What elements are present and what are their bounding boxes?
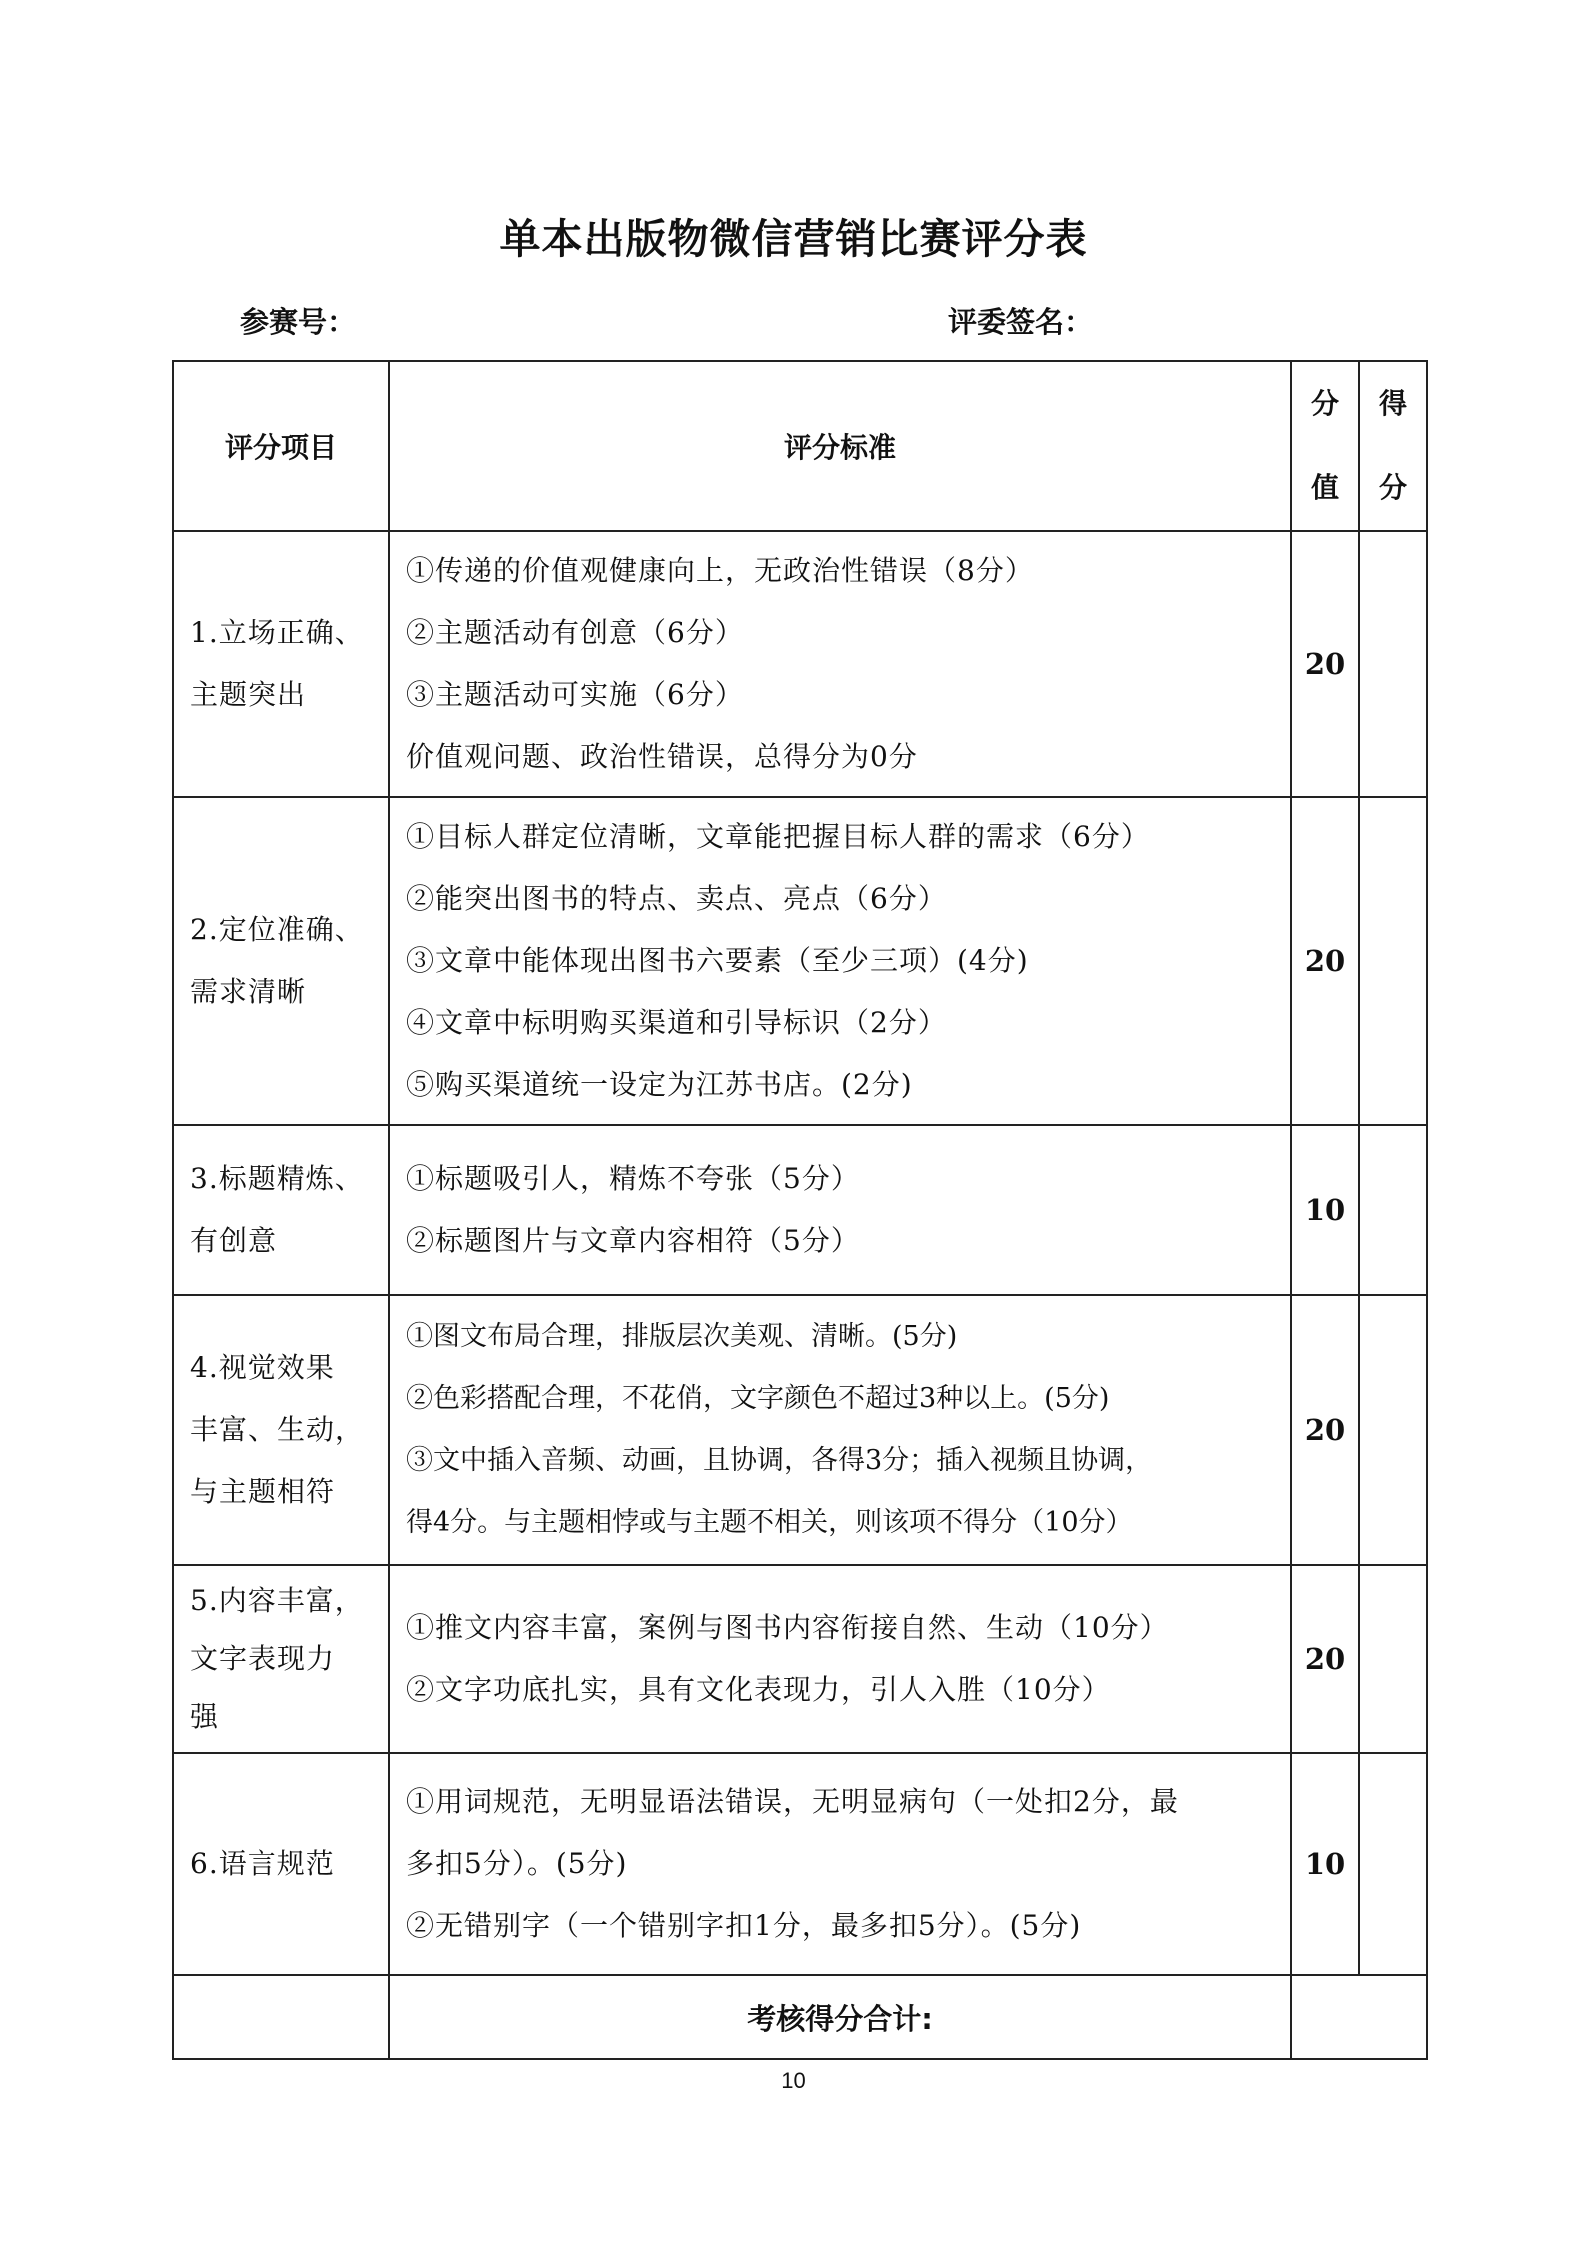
item-cell bbox=[173, 797, 389, 1125]
points-value: 20 bbox=[1291, 797, 1359, 1125]
total-label: 考核得分合计: bbox=[389, 1975, 1291, 2059]
criteria-line: ③文中插入音频、动画，且协调，各得3分；插入视频且协调， bbox=[406, 1445, 1153, 1476]
criteria-cell bbox=[389, 797, 1291, 1125]
criteria-line: ②文字功底扎实，具有文化表现力，引人入胜（10分） bbox=[406, 1673, 1111, 1706]
criteria-line: ①图文布局合理，排版层次美观、清晰。(5分) bbox=[406, 1321, 958, 1352]
header-points-bottom: 值 bbox=[1310, 471, 1339, 504]
score-entry-cell[interactable] bbox=[1359, 1565, 1427, 1753]
item-cell bbox=[173, 531, 389, 797]
header-points bbox=[1291, 361, 1359, 531]
scoring-table bbox=[172, 360, 1428, 2060]
item-line: 1.立场正确、 bbox=[190, 616, 364, 649]
criteria-line: 多扣5分）。(5分) bbox=[406, 1847, 628, 1880]
item-line: 强 bbox=[190, 1700, 220, 1733]
criteria-line: ②标题图片与文章内容相符（5分） bbox=[406, 1224, 860, 1257]
criteria-line: ⑤购买渠道统一设定为江苏书店。(2分) bbox=[406, 1068, 913, 1101]
table-row bbox=[173, 531, 1427, 797]
item-line: 文字表现力 bbox=[190, 1642, 336, 1675]
criteria-line: ①目标人群定位清晰，文章能把握目标人群的需求（6分） bbox=[406, 820, 1150, 853]
item-line: 2.定位准确、 bbox=[190, 913, 364, 946]
header-score-bottom: 分 bbox=[1378, 471, 1407, 504]
item-line: 3.标题精炼、 bbox=[190, 1162, 364, 1195]
header-points-top: 分 bbox=[1310, 387, 1339, 420]
item-line: 有创意 bbox=[190, 1224, 278, 1257]
criteria-line: ①推文内容丰富，案例与图书内容衔接自然、生动（10分） bbox=[406, 1611, 1169, 1644]
item-line: 与主题相符 bbox=[190, 1475, 336, 1508]
points-value: 20 bbox=[1291, 1565, 1359, 1753]
table-row bbox=[173, 1753, 1427, 1975]
points-value: 10 bbox=[1291, 1125, 1359, 1295]
criteria-cell bbox=[389, 1565, 1291, 1753]
criteria-line: ③主题活动可实施（6分） bbox=[406, 678, 744, 711]
criteria-cell bbox=[389, 531, 1291, 797]
participant-number-label: 参赛号： bbox=[240, 305, 357, 339]
criteria-line: ①用词规范，无明显语法错误，无明显病句（一处扣2分，最 bbox=[406, 1785, 1179, 1818]
header-row bbox=[173, 361, 1427, 531]
table-row bbox=[173, 1125, 1427, 1295]
item-line: 丰富、生动， bbox=[190, 1413, 365, 1446]
points-value: 20 bbox=[1291, 531, 1359, 797]
criteria-cell bbox=[389, 1125, 1291, 1295]
header-criteria: 评分标准 bbox=[389, 361, 1291, 531]
total-score-cell[interactable] bbox=[1291, 1975, 1427, 2059]
item-line: 4.视觉效果 bbox=[190, 1351, 335, 1384]
item-cell bbox=[173, 1753, 389, 1975]
criteria-line: ③文章中能体现出图书六要素（至少三项）(4分) bbox=[406, 944, 1029, 977]
page-number: 10 bbox=[781, 2068, 806, 2093]
header-score-top: 得 bbox=[1378, 387, 1407, 420]
score-entry-cell[interactable] bbox=[1359, 1295, 1427, 1565]
points-value: 10 bbox=[1291, 1753, 1359, 1975]
score-entry-cell[interactable] bbox=[1359, 1125, 1427, 1295]
total-row bbox=[173, 1975, 1427, 2059]
table-row bbox=[173, 1565, 1427, 1753]
criteria-line: ①传递的价值观健康向上，无政治性错误（8分） bbox=[406, 554, 1034, 587]
score-entry-cell[interactable] bbox=[1359, 531, 1427, 797]
table-row bbox=[173, 1295, 1427, 1565]
criteria-line: ②主题活动有创意（6分） bbox=[406, 616, 744, 649]
total-empty-cell bbox=[173, 1975, 389, 2059]
page-title: 单本出版物微信营销比赛评分表 bbox=[499, 215, 1088, 263]
judge-signature-label: 评委签名： bbox=[948, 305, 1094, 339]
item-cell bbox=[173, 1565, 389, 1753]
header-item: 评分项目 bbox=[173, 361, 389, 531]
criteria-line: 价值观问题、政治性错误，总得分为0分 bbox=[406, 740, 918, 773]
item-cell bbox=[173, 1295, 389, 1565]
criteria-cell bbox=[389, 1295, 1291, 1565]
criteria-cell bbox=[389, 1753, 1291, 1975]
item-line: 主题突出 bbox=[190, 678, 307, 711]
points-value: 20 bbox=[1291, 1295, 1359, 1565]
criteria-line: ②能突出图书的特点、卖点、亮点（6分） bbox=[406, 882, 947, 915]
item-line: 需求清晰 bbox=[190, 975, 307, 1008]
score-entry-cell[interactable] bbox=[1359, 797, 1427, 1125]
criteria-line: ①标题吸引人，精炼不夸张（5分） bbox=[406, 1162, 860, 1195]
table-row bbox=[173, 797, 1427, 1125]
item-line: 6.语言规范 bbox=[190, 1847, 335, 1880]
score-entry-cell[interactable] bbox=[1359, 1753, 1427, 1975]
criteria-line: ②无错别字（一个错别字扣1分，最多扣5分）。(5分) bbox=[406, 1909, 1082, 1942]
item-cell bbox=[173, 1125, 389, 1295]
header-score bbox=[1359, 361, 1427, 531]
criteria-line: ④文章中标明购买渠道和引导标识（2分） bbox=[406, 1006, 947, 1039]
criteria-line: 得4分。与主题相悖或与主题不相关，则该项不得分（10分） bbox=[406, 1507, 1133, 1538]
criteria-line: ②色彩搭配合理，不花俏，文字颜色不超过3种以上。(5分) bbox=[406, 1383, 1110, 1414]
item-line: 5.内容丰富， bbox=[190, 1584, 364, 1617]
